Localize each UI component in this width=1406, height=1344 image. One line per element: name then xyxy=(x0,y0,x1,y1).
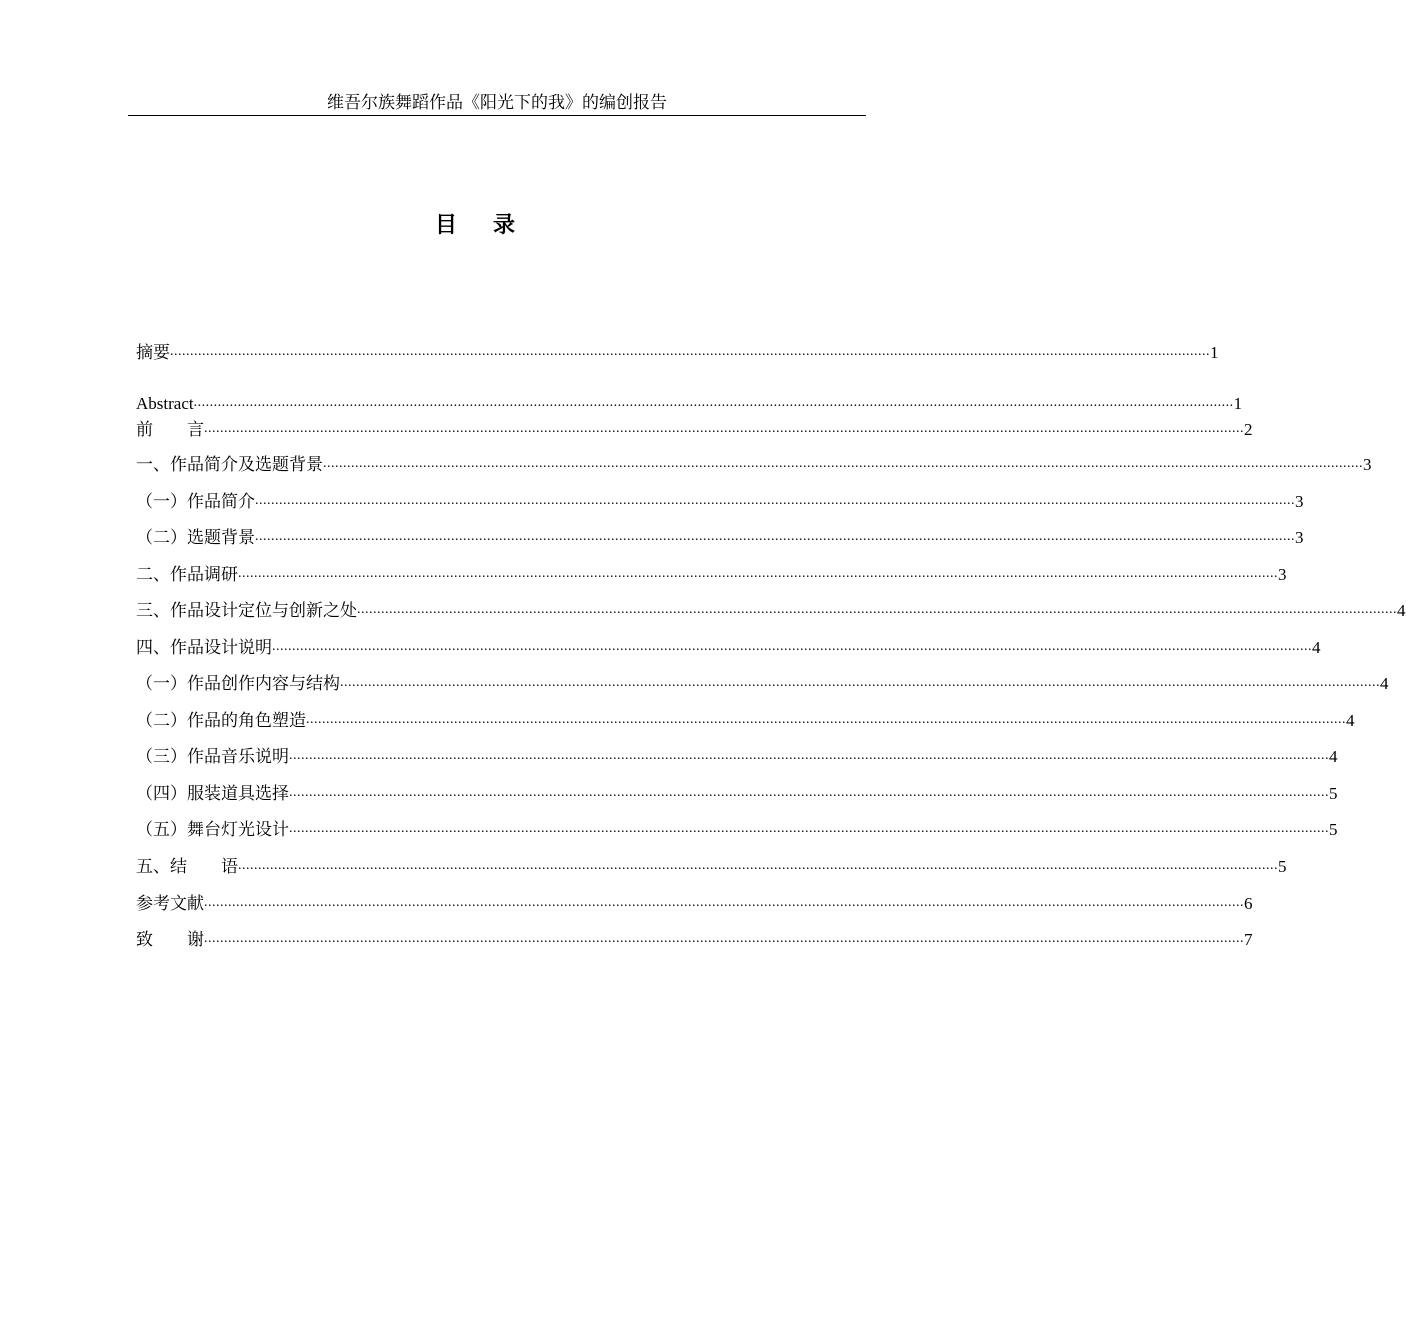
toc-dot-leader: .................................................................................................................................................................................................................................................................... xyxy=(170,344,1210,359)
toc-entry[interactable] xyxy=(136,708,1355,732)
toc-dot-leader: .................................................................................................................................................................................................................................................................... xyxy=(193,395,1234,410)
toc-entry[interactable] xyxy=(136,598,1406,622)
toc-entry[interactable] xyxy=(136,340,1219,364)
toc-entry-label: 五、结 语 xyxy=(136,857,238,877)
toc-dot-leader: .................................................................................................................................................................................................................................................................... xyxy=(255,529,1295,544)
toc-entry-label: （三）作品音乐说明 xyxy=(136,747,289,767)
toc-entry-page: 2 xyxy=(1244,420,1253,439)
toc-entry-page: 4 xyxy=(1329,747,1338,766)
toc-dot-leader: .................................................................................................................................................................................................................................................................... xyxy=(357,602,1397,617)
toc-entry-label: （五）舞台灯光设计 xyxy=(136,820,289,840)
toc-dot-leader: .................................................................................................................................................................................................................................................................... xyxy=(255,493,1295,508)
toc-entry[interactable] xyxy=(136,489,1304,513)
toc-entry-label: （一）作品创作内容与结构 xyxy=(136,674,340,694)
toc-entry-page: 3 xyxy=(1295,528,1304,547)
toc-entry[interactable] xyxy=(136,525,1304,549)
toc-entry-label: （二）作品的角色塑造 xyxy=(136,711,306,731)
toc-entry-label: （一）作品简介 xyxy=(136,492,255,512)
toc-entry-page: 5 xyxy=(1329,784,1338,803)
toc-entry-page: 3 xyxy=(1278,565,1287,584)
toc-dot-leader: .................................................................................................................................................................................................................................................................... xyxy=(204,421,1244,436)
toc-entry-label: 前 言 xyxy=(136,420,204,440)
toc-entry-page: 4 xyxy=(1397,601,1406,620)
toc-entry[interactable] xyxy=(136,635,1321,659)
toc-entry[interactable] xyxy=(136,452,1372,476)
toc-entry-label: 三、作品设计定位与创新之处 xyxy=(136,601,357,621)
toc-dot-leader: .................................................................................................................................................................................................................................................................... xyxy=(204,931,1244,946)
toc-entry-label: （四）服装道具选择 xyxy=(136,784,289,804)
toc-entry-label: 二、作品调研 xyxy=(136,565,238,585)
toc-entry[interactable] xyxy=(136,817,1338,841)
toc-entry[interactable] xyxy=(136,891,1253,915)
toc-dot-leader: .................................................................................................................................................................................................................................................................... xyxy=(306,712,1346,727)
toc-entry[interactable] xyxy=(136,781,1338,805)
toc-entry-label: 致 谢 xyxy=(136,930,204,950)
toc-dot-leader: .................................................................................................................................................................................................................................................................... xyxy=(340,675,1380,690)
toc-entry-page: 5 xyxy=(1329,820,1338,839)
toc-dot-leader: .................................................................................................................................................................................................................................................................... xyxy=(238,566,1278,581)
toc-entry-label: 参考文献 xyxy=(136,894,204,914)
toc-entry-page: 3 xyxy=(1363,455,1372,474)
toc-entry-page: 7 xyxy=(1244,930,1253,949)
toc-entry-label: 一、作品简介及选题背景 xyxy=(136,455,323,475)
toc-entry-page: 4 xyxy=(1312,638,1321,657)
toc-entry-page: 3 xyxy=(1295,492,1304,511)
toc-entry-page: 1 xyxy=(1233,394,1243,413)
toc-dot-leader: .................................................................................................................................................................................................................................................................... xyxy=(238,858,1278,873)
toc-entry-page: 1 xyxy=(1210,343,1219,362)
toc-entry[interactable] xyxy=(136,927,1253,951)
toc-dot-leader: .................................................................................................................................................................................................................................................................... xyxy=(323,456,1363,471)
toc-entry[interactable] xyxy=(136,417,1253,441)
toc-entry-page: 5 xyxy=(1278,857,1287,876)
toc-entry-label: Abstract xyxy=(136,394,194,413)
toc-entry-page: 6 xyxy=(1244,894,1253,913)
toc-entry[interactable] xyxy=(136,854,1287,878)
toc-entry[interactable] xyxy=(136,391,1243,415)
toc-entry[interactable] xyxy=(136,671,1389,695)
toc-entry-label: （二）选题背景 xyxy=(136,528,255,548)
toc-entry-page: 4 xyxy=(1380,674,1389,693)
toc-dot-leader: .................................................................................................................................................................................................................................................................... xyxy=(289,748,1329,763)
toc-entry-label: 摘要 xyxy=(136,343,170,363)
header-rule xyxy=(128,115,866,116)
toc-title: 目录 xyxy=(434,212,551,238)
toc-entry-page: 4 xyxy=(1346,711,1355,730)
toc-entry[interactable] xyxy=(136,744,1338,768)
toc-dot-leader: .................................................................................................................................................................................................................................................................... xyxy=(289,785,1329,800)
toc-entry[interactable] xyxy=(136,562,1287,586)
running-header: 维吾尔族舞蹈作品《阳光下的我》的编创报告 xyxy=(327,93,667,113)
toc-dot-leader: .................................................................................................................................................................................................................................................................... xyxy=(272,639,1312,654)
toc-entry-label: 四、作品设计说明 xyxy=(136,638,272,658)
toc-dot-leader: .................................................................................................................................................................................................................................................................... xyxy=(204,895,1244,910)
toc-dot-leader: .................................................................................................................................................................................................................................................................... xyxy=(289,821,1329,836)
